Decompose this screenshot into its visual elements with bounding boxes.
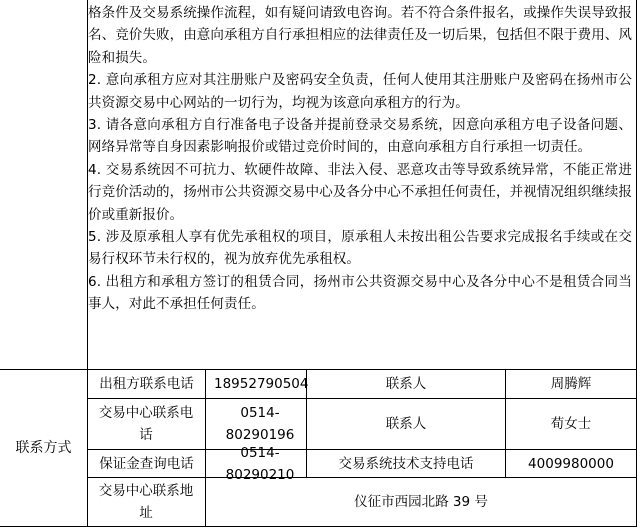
tech-support-value: 4009980000 <box>528 455 614 472</box>
tech-support-label: 交易系统技术支持电话 <box>338 455 474 472</box>
landlord-phone-label: 出租方联系电话 <box>99 376 194 392</box>
landlord-phone-value: 18952790504 <box>214 376 309 392</box>
deposit-phone-value: 0514-80290210 <box>225 444 295 483</box>
note-paragraph: 2. 意向承租方应对其注册账户及密码安全负责，任何人使用其注册账户及密码在扬州市公共资源交易中心网站的一切行为，均视为该意向承租方的行为。 <box>88 72 632 111</box>
center-phone-label: 交易中心联系电话 <box>98 405 194 443</box>
landlord-contact-value: 周腾辉 <box>550 376 592 392</box>
center-phone-value: 0514-80290196 <box>225 405 295 443</box>
note-paragraph: 6. 出租方和承租方签订的租赁合同，扬州市公共资源交易中心及各分中心不是租赁合同当事人，对此不承担任何责任。 <box>88 273 632 313</box>
center-contact-label: 联系人 <box>385 416 427 432</box>
note-paragraph: 3. 请各意向承租方自行准备电子设备并提前登录交易系统，因意向承租方电子设备问题、网络异常等自身因素影响报价或错过竞价时间的，由意向承租方自行承担一切责任。 <box>88 117 632 156</box>
note-paragraph: 格条件及交易系统操作流程，如有疑问请致电咨询。若不符合条件报名，或操作失误导致报名、竞价失败，由意向承租方自行承担相应的法律责任及一切后果，包括但不限于费用、风险和损失。 <box>88 5 632 66</box>
landlord-contact-label: 联系人 <box>385 376 427 392</box>
deposit-phone-label: 保证金查询电话 <box>99 455 194 472</box>
address-value: 仪征市西园北路 39 号 <box>354 494 488 510</box>
contact-section-label: 联系方式 <box>15 440 72 456</box>
note-paragraph: 4. 交易系统因不可抗力、软硬件故障、非法入侵、恶意攻击等导致系统异常，不能正常进行竞价活动的，扬州市公共资源交易中心及各分中心不承担任何责任，并视情况组织继续报价或重新报价。 <box>88 161 632 223</box>
address-label: 交易中心联系地址 <box>98 483 194 521</box>
note-paragraph: 5. 涉及原承租人享有优先承租权的项目，原承租人未按出租公告要求完成报名手续或在交易行权环节未行权的，视为放弃优先承租权。 <box>88 229 632 268</box>
center-contact-value: 荀女士 <box>550 416 592 432</box>
notes-section <box>88 2 632 316</box>
